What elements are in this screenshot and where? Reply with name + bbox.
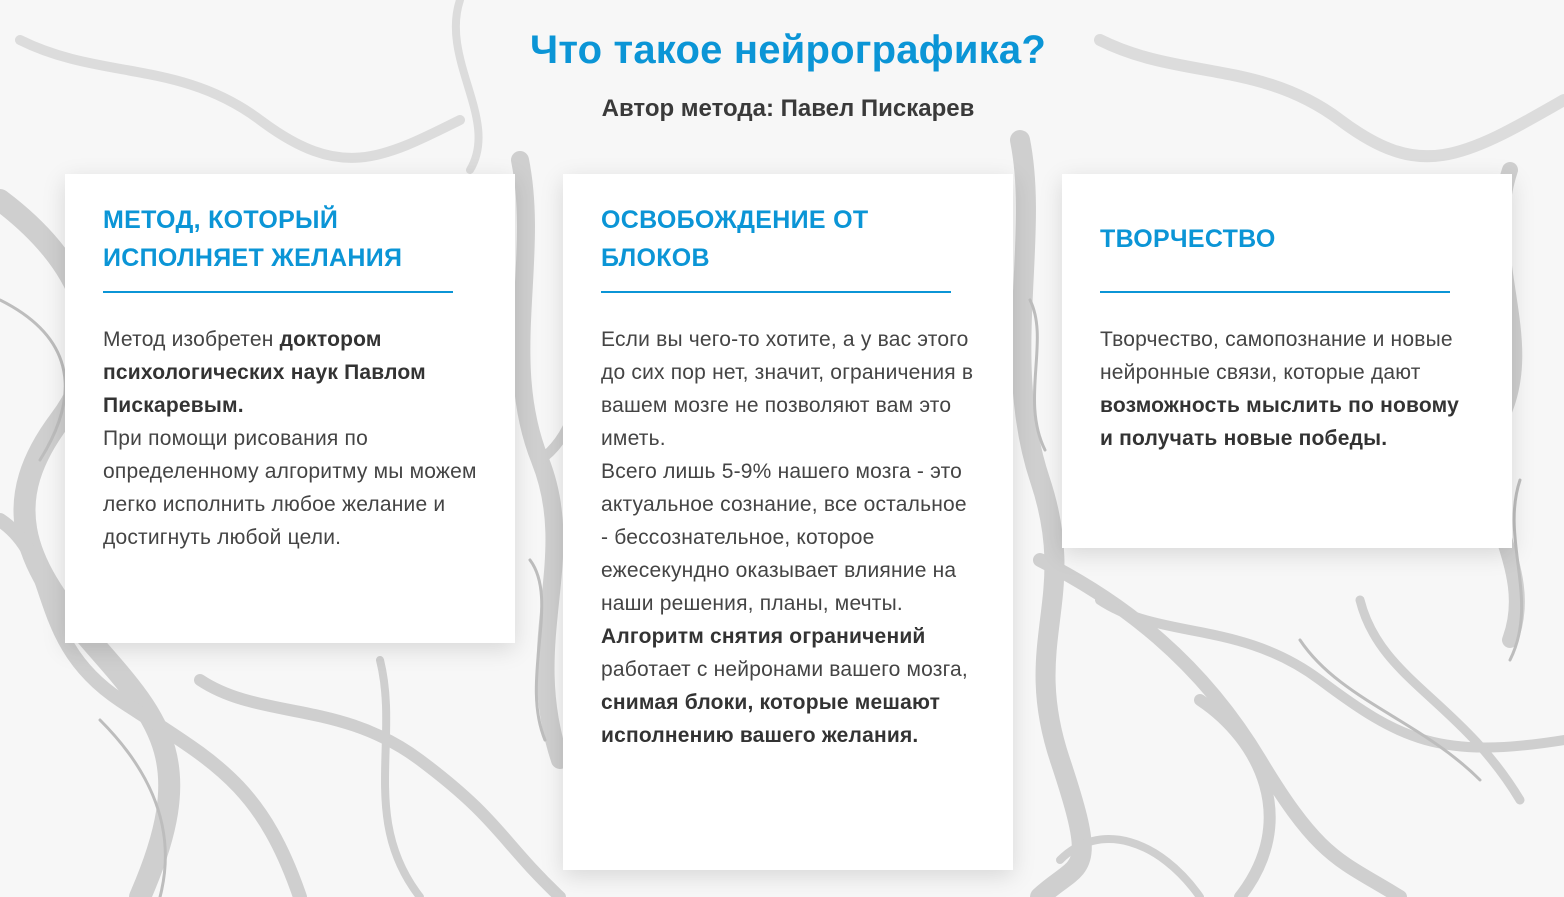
card-heading-text: ОСВОБОЖДЕНИЕ ОТ БЛОКОВ — [601, 206, 869, 272]
card-body — [1100, 323, 1474, 455]
card-heading — [1100, 174, 1474, 286]
card-text-bold: возможность мыслить по новому и получать новые победы. — [1100, 394, 1459, 450]
card-body — [103, 323, 477, 554]
card-text: При помощи рисования по определенному алгоритму мы можем легко исполнить любое желание и достигнуть любой цели. — [103, 427, 477, 549]
card-text: Всего лишь 5-9% нашего мозга - это актуальное сознание, все остальное - бессознательное, которое ежесекундно оказывает влияние на наши решения, планы, мечты. — [601, 460, 967, 615]
page-subtitle: Автор метода: Павел Пискарев — [601, 95, 975, 122]
card-text: работает с нейронами вашего мозга, — [601, 658, 968, 681]
card-text-bold: снимая блоки, которые мешают исполнению вашего желания. — [601, 691, 941, 747]
card-heading — [601, 174, 975, 286]
card-text: Если вы чего-то хотите, а у вас этого до сих пор нет, значит, ограничения в вашем мозге не позволяют вам это иметь. — [601, 328, 974, 450]
page-title: Что такое нейрографика? — [530, 28, 1046, 72]
card-heading — [103, 174, 477, 286]
card-creativity — [1062, 174, 1512, 548]
card-text: Творчество, самопознание и новые нейронные связи, которые дают — [1100, 328, 1453, 384]
card-text-bold: Алгоритм снятия ограничений — [601, 625, 926, 648]
card-method — [65, 174, 515, 643]
card-unblocking — [563, 174, 1013, 870]
card-divider — [1100, 291, 1450, 293]
card-divider — [601, 291, 951, 293]
card-body — [601, 323, 975, 752]
card-heading-text: ТВОРЧЕСТВО — [1100, 225, 1276, 253]
card-text-bold: доктором психологических наук Павлом Пискаревым. — [103, 328, 426, 417]
card-divider — [103, 291, 453, 293]
card-heading-text: МЕТОД, КОТОРЫЙ ИСПОЛНЯЕТ ЖЕЛАНИЯ — [103, 206, 403, 272]
card-text: Метод изобретен — [103, 328, 280, 351]
